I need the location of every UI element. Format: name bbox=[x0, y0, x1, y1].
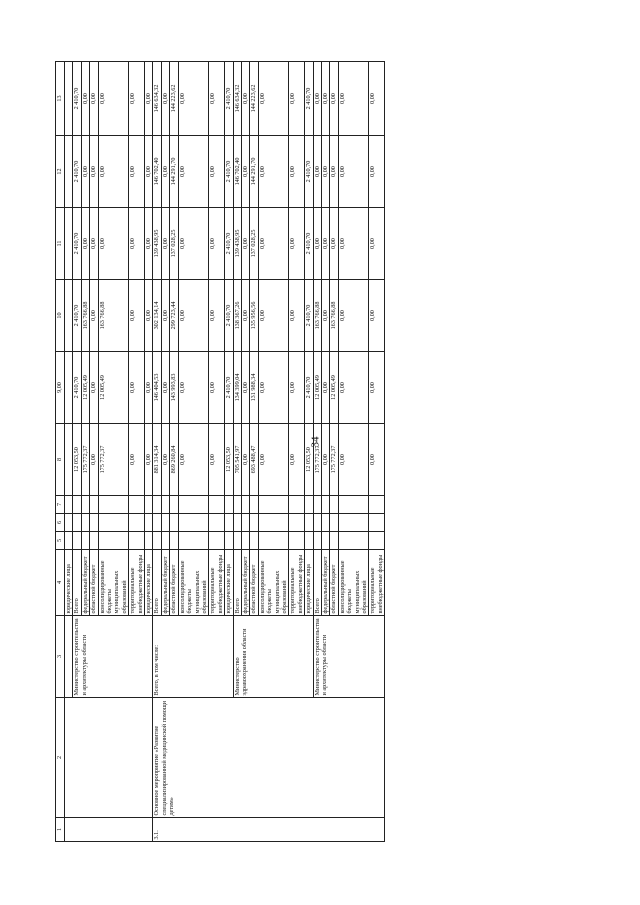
empty-cell bbox=[233, 532, 241, 550]
value-cell: 144 223,62 bbox=[170, 62, 178, 136]
source-cell: территориальные внебюджетные фонды bbox=[209, 550, 225, 616]
value-cell: 0,00 bbox=[258, 352, 289, 424]
value-cell: 0,00 bbox=[90, 424, 98, 496]
header-cell: 9,00 bbox=[56, 352, 65, 424]
value-cell: 2 410,70 bbox=[73, 280, 81, 352]
empty-cell bbox=[241, 496, 249, 514]
value-cell: 0,00 bbox=[289, 280, 305, 352]
value-cell: 12 053,50 bbox=[225, 424, 233, 496]
empty-cell bbox=[161, 514, 169, 532]
value-cell: 0,00 bbox=[338, 280, 369, 352]
empty-cell bbox=[225, 496, 233, 514]
header-cell: 4 bbox=[56, 550, 65, 616]
value-cell: 0,00 bbox=[145, 352, 153, 424]
value-cell: 139 438,95 bbox=[233, 208, 241, 280]
value-cell: 0,00 bbox=[241, 136, 249, 208]
empty-cell bbox=[170, 496, 178, 514]
source-cell: юридические лица bbox=[225, 550, 233, 616]
empty-cell bbox=[369, 496, 385, 514]
source-cell: Всего bbox=[153, 550, 161, 616]
empty-cell bbox=[313, 532, 321, 550]
value-cell: 0,00 bbox=[322, 424, 330, 496]
value-cell: 0,00 bbox=[369, 208, 385, 280]
source-cell: Всего bbox=[233, 550, 241, 616]
value-cell: 2 410,70 bbox=[305, 62, 313, 136]
value-cell bbox=[65, 136, 73, 208]
value-cell: 0,00 bbox=[369, 62, 385, 136]
value-cell: 0,00 bbox=[209, 280, 225, 352]
value-cell: 175 772,37 bbox=[98, 424, 129, 496]
value-cell: 2 410,70 bbox=[305, 208, 313, 280]
source-cell: федеральный бюджет bbox=[241, 550, 249, 616]
value-cell: 0,00 bbox=[98, 136, 129, 208]
value-cell: 0,00 bbox=[161, 424, 169, 496]
header-cell: 7 bbox=[56, 496, 65, 514]
value-cell: 0,00 bbox=[161, 280, 169, 352]
empty-cell bbox=[209, 532, 225, 550]
value-cell: 0,00 bbox=[145, 424, 153, 496]
value-cell: 0,00 bbox=[209, 62, 225, 136]
empty-cell bbox=[170, 514, 178, 532]
empty-cell bbox=[338, 514, 369, 532]
empty-cell bbox=[258, 532, 289, 550]
value-cell: 2 410,70 bbox=[73, 352, 81, 424]
value-cell: 0,00 bbox=[330, 208, 338, 280]
source-cell: областной бюджет bbox=[170, 550, 178, 616]
source-cell: Всего bbox=[313, 550, 321, 616]
value-cell: 0,00 bbox=[241, 208, 249, 280]
empty-cell bbox=[250, 496, 258, 514]
value-cell: 0,00 bbox=[178, 62, 209, 136]
empty-cell bbox=[369, 532, 385, 550]
value-cell: 0,00 bbox=[258, 424, 289, 496]
value-cell bbox=[65, 352, 73, 424]
empty-cell bbox=[209, 514, 225, 532]
empty-cell bbox=[233, 496, 241, 514]
value-cell: 0,00 bbox=[129, 424, 145, 496]
value-cell: 0,00 bbox=[209, 424, 225, 496]
value-cell: 144 223,62 bbox=[250, 62, 258, 136]
empty-cell bbox=[250, 514, 258, 532]
source-cell: федеральный бюджет bbox=[322, 550, 330, 616]
source-cell: юридические лица bbox=[145, 550, 153, 616]
value-cell: 0,00 bbox=[338, 208, 369, 280]
empty-cell bbox=[305, 532, 313, 550]
value-cell: 12 053,50 bbox=[73, 424, 81, 496]
empty-cell bbox=[241, 532, 249, 550]
value-cell: 0,00 bbox=[90, 136, 98, 208]
source-cell: юридические лица bbox=[305, 550, 313, 616]
value-cell: 2 410,70 bbox=[305, 352, 313, 424]
header-cell: 5 bbox=[56, 532, 65, 550]
executor-cell bbox=[65, 616, 73, 698]
empty-cell bbox=[313, 496, 321, 514]
value-cell: 0,00 bbox=[178, 208, 209, 280]
header-cell: 1 bbox=[56, 818, 65, 842]
value-cell: 144 291,70 bbox=[170, 136, 178, 208]
value-cell bbox=[65, 424, 73, 496]
value-cell: 0,00 bbox=[369, 352, 385, 424]
value-cell: 175 772,37 bbox=[81, 424, 89, 496]
value-cell bbox=[65, 208, 73, 280]
executor-cell: Министерство здравоохранения области bbox=[233, 616, 313, 698]
value-cell: 146 634,32 bbox=[153, 62, 161, 136]
empty-cell bbox=[338, 532, 369, 550]
row-number-cell: 3.1. bbox=[153, 818, 385, 842]
header-cell: 11 bbox=[56, 208, 65, 280]
value-cell: 0,00 bbox=[322, 62, 330, 136]
value-cell: 0,00 bbox=[369, 136, 385, 208]
value-cell: 0,00 bbox=[338, 136, 369, 208]
source-cell: федеральный бюджет bbox=[81, 550, 89, 616]
source-cell: консолидированные бюджеты муниципальных образований bbox=[98, 550, 129, 616]
value-cell: 146 634,32 bbox=[233, 62, 241, 136]
value-cell: 0,00 bbox=[289, 424, 305, 496]
value-cell: 0,00 bbox=[338, 424, 369, 496]
empty-cell bbox=[322, 496, 330, 514]
header-cell: 2 bbox=[56, 698, 65, 818]
value-cell: 163 766,88 bbox=[98, 280, 129, 352]
value-cell: 2 410,70 bbox=[225, 352, 233, 424]
value-cell: 146 702,40 bbox=[233, 136, 241, 208]
empty-cell bbox=[209, 496, 225, 514]
empty-cell bbox=[289, 514, 305, 532]
value-cell: 12 005,49 bbox=[81, 352, 89, 424]
value-cell: 0,00 bbox=[241, 352, 249, 424]
source-cell: консолидированные бюджеты муниципальных образований bbox=[338, 550, 369, 616]
header-cell: 10 bbox=[56, 280, 65, 352]
header-row bbox=[56, 62, 65, 842]
value-cell: 0,00 bbox=[81, 62, 89, 136]
empty-cell bbox=[98, 496, 129, 514]
empty-cell bbox=[161, 532, 169, 550]
empty-cell bbox=[289, 532, 305, 550]
empty-cell bbox=[98, 514, 129, 532]
value-cell: 0,00 bbox=[81, 208, 89, 280]
empty-cell bbox=[98, 532, 129, 550]
value-cell: 163 766,88 bbox=[330, 280, 338, 352]
empty-cell bbox=[330, 514, 338, 532]
header-cell: 3 bbox=[56, 616, 65, 698]
value-cell: 0,00 bbox=[258, 62, 289, 136]
budget-table-rotated bbox=[55, 62, 585, 842]
value-cell: 131 988,34 bbox=[250, 352, 258, 424]
value-cell: 2 410,70 bbox=[225, 208, 233, 280]
value-cell: 0,00 bbox=[161, 136, 169, 208]
value-cell: 299 723,44 bbox=[170, 280, 178, 352]
empty-cell bbox=[65, 532, 73, 550]
value-cell: 0,00 bbox=[145, 136, 153, 208]
empty-cell bbox=[330, 496, 338, 514]
empty-cell bbox=[129, 496, 145, 514]
value-cell: 0,00 bbox=[129, 280, 145, 352]
source-cell: Всего bbox=[73, 550, 81, 616]
empty-cell bbox=[129, 514, 145, 532]
value-cell: 0,00 bbox=[98, 208, 129, 280]
value-cell: 0,00 bbox=[178, 424, 209, 496]
value-cell: 143 993,83 bbox=[170, 352, 178, 424]
value-cell: 0,00 bbox=[209, 352, 225, 424]
source-cell: областной бюджет bbox=[250, 550, 258, 616]
value-cell: 0,00 bbox=[369, 280, 385, 352]
empty-cell bbox=[225, 514, 233, 532]
empty-cell bbox=[73, 532, 81, 550]
empty-cell bbox=[322, 514, 330, 532]
empty-cell bbox=[289, 496, 305, 514]
executor-cell: Министерство строительства и архитектуры области bbox=[73, 616, 153, 698]
value-cell: 0,00 bbox=[322, 280, 330, 352]
value-cell: 0,00 bbox=[90, 62, 98, 136]
value-cell: 0,00 bbox=[209, 136, 225, 208]
empty-cell bbox=[65, 514, 73, 532]
value-cell: 146 702,40 bbox=[153, 136, 161, 208]
source-cell: федеральный бюджет bbox=[161, 550, 169, 616]
empty-cell bbox=[338, 496, 369, 514]
value-cell: 0,00 bbox=[129, 136, 145, 208]
value-cell: 0,00 bbox=[258, 208, 289, 280]
value-cell: 2 410,70 bbox=[225, 136, 233, 208]
empty-cell bbox=[258, 496, 289, 514]
value-cell: 0,00 bbox=[241, 62, 249, 136]
value-cell: 0,00 bbox=[129, 62, 145, 136]
value-cell: 0,00 bbox=[289, 352, 305, 424]
value-cell: 0,00 bbox=[330, 62, 338, 136]
value-cell: 138 367,26 bbox=[233, 280, 241, 352]
empty-cell bbox=[153, 496, 161, 514]
value-cell: 0,00 bbox=[129, 352, 145, 424]
source-cell: консолидированные бюджеты муниципальных образований bbox=[178, 550, 209, 616]
value-cell: 2 410,70 bbox=[305, 136, 313, 208]
page-number: 34 bbox=[309, 436, 322, 448]
value-cell bbox=[65, 62, 73, 136]
empty-cell bbox=[90, 532, 98, 550]
value-cell: 2 410,70 bbox=[73, 208, 81, 280]
empty-cell bbox=[90, 496, 98, 514]
value-cell: 0,00 bbox=[129, 208, 145, 280]
measure-name-cell bbox=[65, 698, 153, 818]
value-cell: 0,00 bbox=[209, 208, 225, 280]
value-cell: 0,00 bbox=[161, 208, 169, 280]
value-cell bbox=[65, 280, 73, 352]
value-cell: 163 766,88 bbox=[313, 280, 321, 352]
value-cell: 0,00 bbox=[161, 352, 169, 424]
empty-cell bbox=[145, 514, 153, 532]
empty-cell bbox=[233, 514, 241, 532]
value-cell: 0,00 bbox=[98, 62, 129, 136]
value-cell: 139 438,95 bbox=[153, 208, 161, 280]
value-cell: 0,00 bbox=[90, 208, 98, 280]
empty-cell bbox=[81, 496, 89, 514]
value-cell: 0,00 bbox=[322, 136, 330, 208]
empty-cell bbox=[305, 514, 313, 532]
value-cell: 705 541,97 bbox=[233, 424, 241, 496]
value-cell: 0,00 bbox=[369, 424, 385, 496]
value-cell: 12 053,50 bbox=[305, 424, 313, 496]
empty-cell bbox=[153, 514, 161, 532]
value-cell: 0,00 bbox=[90, 352, 98, 424]
value-cell: 0,00 bbox=[322, 208, 330, 280]
empty-cell bbox=[225, 532, 233, 550]
empty-cell bbox=[322, 532, 330, 550]
empty-cell bbox=[330, 532, 338, 550]
empty-cell bbox=[258, 514, 289, 532]
value-cell: 0,00 bbox=[178, 280, 209, 352]
source-cell: областной бюджет bbox=[90, 550, 98, 616]
value-cell: 163 766,88 bbox=[81, 280, 89, 352]
header-cell: 8 bbox=[56, 424, 65, 496]
value-cell: 0,00 bbox=[258, 280, 289, 352]
value-cell: 2 410,70 bbox=[305, 280, 313, 352]
header-cell: 13 bbox=[56, 62, 65, 136]
empty-cell bbox=[241, 514, 249, 532]
value-cell: 0,00 bbox=[313, 136, 321, 208]
value-cell: 0,00 bbox=[289, 136, 305, 208]
value-cell: 0,00 bbox=[90, 280, 98, 352]
source-cell: юридические лица bbox=[65, 550, 73, 616]
source-cell: территориальные внебюджетные фонды bbox=[369, 550, 385, 616]
empty-cell bbox=[81, 532, 89, 550]
empty-cell bbox=[250, 532, 258, 550]
source-cell: областной бюджет bbox=[330, 550, 338, 616]
measure-name-cell: Основное мероприятие «Развитие специализированной медицинской помощи детям» bbox=[153, 698, 385, 818]
value-cell: 0,00 bbox=[145, 280, 153, 352]
empty-cell bbox=[178, 514, 209, 532]
value-cell: 0,00 bbox=[338, 62, 369, 136]
value-cell: 0,00 bbox=[313, 208, 321, 280]
value-cell: 869 260,84 bbox=[170, 424, 178, 496]
empty-cell bbox=[305, 496, 313, 514]
value-cell: 0,00 bbox=[178, 136, 209, 208]
value-cell: 134 399,04 bbox=[233, 352, 241, 424]
value-cell: 175 772,37 bbox=[313, 424, 321, 496]
value-cell: 0,00 bbox=[289, 208, 305, 280]
value-cell: 2 410,70 bbox=[73, 136, 81, 208]
empty-cell bbox=[145, 496, 153, 514]
value-cell: 0,00 bbox=[178, 352, 209, 424]
value-cell: 12 005,49 bbox=[313, 352, 321, 424]
table-body bbox=[65, 62, 385, 842]
value-cell: 2 410,70 bbox=[225, 62, 233, 136]
value-cell: 12 005,49 bbox=[330, 352, 338, 424]
value-cell: 0,00 bbox=[241, 280, 249, 352]
empty-cell bbox=[73, 514, 81, 532]
empty-cell bbox=[81, 514, 89, 532]
value-cell: 0,00 bbox=[330, 136, 338, 208]
value-cell: 144 291,70 bbox=[250, 136, 258, 208]
empty-cell bbox=[73, 496, 81, 514]
value-cell: 0,00 bbox=[289, 62, 305, 136]
value-cell: 0,00 bbox=[258, 136, 289, 208]
empty-cell bbox=[153, 532, 161, 550]
empty-cell bbox=[129, 532, 145, 550]
value-cell: 175 772,37 bbox=[330, 424, 338, 496]
value-cell: 0,00 bbox=[81, 136, 89, 208]
table-row bbox=[65, 62, 73, 842]
table-row bbox=[153, 62, 161, 842]
value-cell: 146 404,53 bbox=[153, 352, 161, 424]
executor-cell: Всего, в том числе: bbox=[153, 616, 233, 698]
empty-cell bbox=[170, 532, 178, 550]
empty-cell bbox=[178, 496, 209, 514]
value-cell: 0,00 bbox=[313, 62, 321, 136]
value-cell: 302 134,14 bbox=[153, 280, 161, 352]
value-cell: 0,00 bbox=[161, 62, 169, 136]
value-cell: 137 028,25 bbox=[170, 208, 178, 280]
value-cell: 0,00 bbox=[338, 352, 369, 424]
empty-cell bbox=[90, 514, 98, 532]
value-cell: 881 314,34 bbox=[153, 424, 161, 496]
empty-cell bbox=[65, 496, 73, 514]
empty-cell bbox=[313, 514, 321, 532]
header-cell: 6 bbox=[56, 514, 65, 532]
value-cell: 0,00 bbox=[322, 352, 330, 424]
header-cell: 12 bbox=[56, 136, 65, 208]
row-number-cell bbox=[65, 818, 153, 842]
value-cell: 693 488,47 bbox=[250, 424, 258, 496]
source-cell: консолидированные бюджеты муниципальных образований bbox=[258, 550, 289, 616]
source-cell: территориальные внебюджетные фонды bbox=[289, 550, 305, 616]
source-cell: территориальные внебюджетные фонды bbox=[129, 550, 145, 616]
value-cell: 0,00 bbox=[145, 208, 153, 280]
value-cell: 2 410,70 bbox=[73, 62, 81, 136]
executor-cell: Министерство строительства и архитектуры области bbox=[313, 616, 385, 698]
empty-cell bbox=[178, 532, 209, 550]
empty-cell bbox=[161, 496, 169, 514]
value-cell: 12 005,49 bbox=[98, 352, 129, 424]
value-cell: 135 956,56 bbox=[250, 280, 258, 352]
empty-cell bbox=[369, 514, 385, 532]
empty-cell bbox=[145, 532, 153, 550]
budget-table bbox=[55, 61, 385, 842]
value-cell: 0,00 bbox=[241, 424, 249, 496]
value-cell: 0,00 bbox=[145, 62, 153, 136]
value-cell: 137 028,25 bbox=[250, 208, 258, 280]
value-cell: 2 410,70 bbox=[225, 280, 233, 352]
